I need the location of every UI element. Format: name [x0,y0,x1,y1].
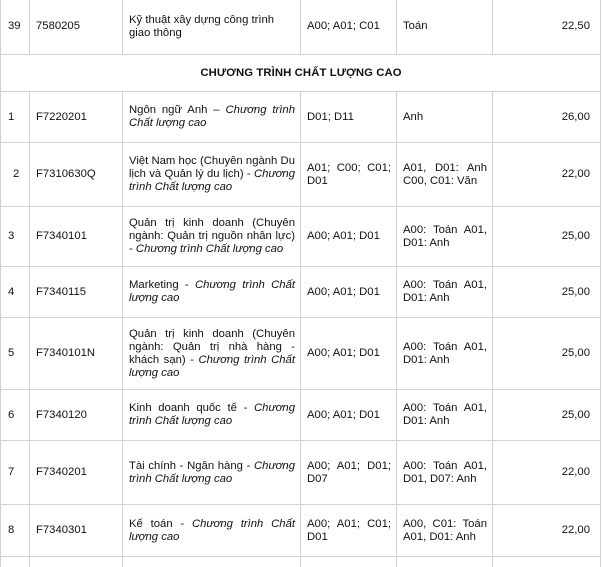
row-stt: 8 [1,505,30,557]
row-code: F7340101N [30,318,123,390]
row-stt: 1 [1,92,30,143]
row-code: 7580205 [30,0,123,55]
row-combos: A00; A01; C01; D01 [301,505,397,557]
row-combos: A00; A01; D01 [301,267,397,318]
table-row [1,143,601,207]
row-score: 26,00 [493,92,601,143]
row-combos: A01; C00; C01; D01 [301,143,397,207]
row-score: 22,50 [493,0,601,55]
row-code: F7340201 [30,441,123,505]
row-combos [301,557,397,567]
table-row [1,390,601,441]
row-subjects: A00, C01: Toán A01, D01: Anh [397,505,493,557]
row-combos: A00; A01; D01; D07 [301,441,397,505]
row-code: F7340115 [30,267,123,318]
table-row [1,441,601,505]
row-subjects: Anh [397,92,493,143]
row-score [493,557,601,567]
row-name: Kỹ thuật xây dựng công trình giao thông [123,0,301,55]
row-stt [1,557,30,567]
row-code: F7340120 [30,390,123,441]
row-combos: A00; A01; D01 [301,390,397,441]
row-code [30,557,123,567]
row-code: F7310630Q [30,143,123,207]
row-subjects: A00: Toán A01, D01: Anh [397,318,493,390]
row-name [123,557,301,567]
row-name: Quản trị kinh doanh (Chuyên ngành: Quản trị nguồn nhân lực) - Chương trình Chất lượng cao [123,207,301,267]
row-stt: 2 [1,143,30,207]
row-combos: A00; A01; D01 [301,207,397,267]
row-combos: A00; A01; C01 [301,0,397,55]
table-row [1,92,601,143]
row-combos: D01; D11 [301,92,397,143]
row-name: Việt Nam học (Chuyên ngành Du lịch và Quản lý du lịch) - Chương trình Chất lượng cao [123,143,301,207]
row-score: 25,00 [493,318,601,390]
row-code: F7340101 [30,207,123,267]
table-row [1,0,601,55]
row-score: 22,00 [493,505,601,557]
table-row [1,318,601,390]
section-header-row [1,55,601,92]
table-row [1,207,601,267]
row-code: F7220201 [30,92,123,143]
row-stt: 39 [1,0,30,55]
row-stt: 4 [1,267,30,318]
row-name: Ngôn ngữ Anh – Chương trình Chất lượng cao [123,92,301,143]
row-name: Quản trị kinh doanh (Chuyên ngành: Quản trị nhà hàng - khách sạn) - Chương trình Chất lượng cao [123,318,301,390]
row-subjects: Toán [397,0,493,55]
section-title: CHƯƠNG TRÌNH CHẤT LƯỢNG CAO [1,55,601,92]
row-stt: 5 [1,318,30,390]
row-subjects: A00: Toán A01, D01, D07: Anh [397,441,493,505]
row-subjects [397,557,493,567]
row-code: F7340301 [30,505,123,557]
row-stt: 6 [1,390,30,441]
row-subjects: A00: Toán A01, D01: Anh [397,390,493,441]
row-name: Kinh doanh quốc tế - Chương trình Chất lượng cao [123,390,301,441]
row-subjects: A00: Toán A01, D01: Anh [397,207,493,267]
row-name: Tài chính - Ngân hàng - Chương trình Chất lượng cao [123,441,301,505]
row-subjects: A00: Toán A01, D01: Anh [397,267,493,318]
row-combos: A00; A01; D01 [301,318,397,390]
row-name: Marketing - Chương trình Chất lượng cao [123,267,301,318]
row-name: Kế toán - Chương trình Chất lượng cao [123,505,301,557]
row-stt: 7 [1,441,30,505]
row-subjects: A01, D01: Anh C00, C01: Văn [397,143,493,207]
table-row [1,557,601,567]
row-score: 25,00 [493,390,601,441]
row-score: 22,00 [493,143,601,207]
row-score: 25,00 [493,267,601,318]
row-score: 25,00 [493,207,601,267]
row-stt: 3 [1,207,30,267]
table-row [1,267,601,318]
row-score: 22,00 [493,441,601,505]
